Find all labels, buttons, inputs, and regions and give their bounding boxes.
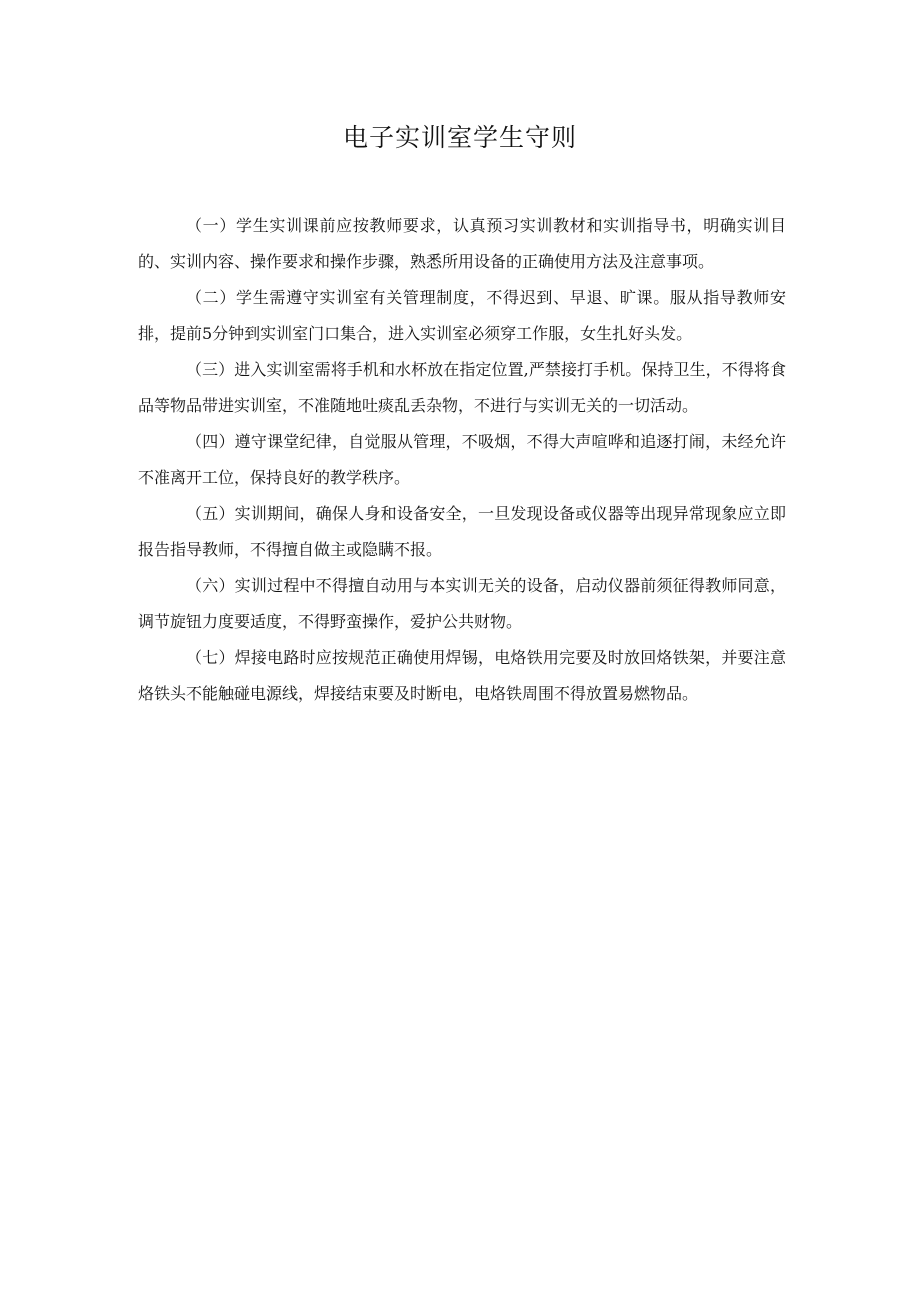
rules-body bbox=[138, 208, 786, 712]
rule-paragraph-4: （四）遵守课堂纪律，自觉服从管理，不吸烟，不得大声喧哗和追逐打闹，未经允许不准离开工位，保持良好的教学秩序。 bbox=[138, 432, 786, 487]
document-title: 电子实训室学生守则 bbox=[342, 123, 577, 152]
rule-paragraph-6: （六）实训过程中不得擅自动用与本实训无关的设备，启动仪器前须征得教师同意，调节旋钮力度要适度，不得野蛮操作，爱护公共财物。 bbox=[138, 576, 786, 631]
rule-paragraph-1: （一）学生实训课前应按教师要求，认真预习实训教材和实训指导书，明确实训目的、实训内容、操作要求和操作步骤，熟悉所用设备的正确使用方法及注意事项。 bbox=[138, 216, 786, 271]
rule-paragraph-5: （五）实训期间，确保人身和设备安全，一旦发现设备或仪器等出现异常现象应立即报告指导教师，不得擅自做主或隐瞒不报。 bbox=[138, 504, 786, 559]
rule-paragraph-7: （七）焊接电路时应按规范正确使用焊锡，电烙铁用完要及时放回烙铁架，并要注意烙铁头不能触碰电源线，焊接结束要及时断电，电烙铁周围不得放置易燃物品。 bbox=[138, 648, 786, 703]
rule-paragraph-3: （三）进入实训室需将手机和水杯放在指定位置,严禁接打手机。保持卫生，不得将食品等物品带进实训室，不准随地吐痰乱丢杂物，不进行与实训无关的一切活动。 bbox=[138, 360, 786, 415]
rule-paragraph-2: （二）学生需遵守实训室有关管理制度，不得迟到、早退、旷课。服从指导教师安排，提前5分钟到实训室门口集合，进入实训室必须穿工作服，女生扎好头发。 bbox=[138, 288, 786, 343]
